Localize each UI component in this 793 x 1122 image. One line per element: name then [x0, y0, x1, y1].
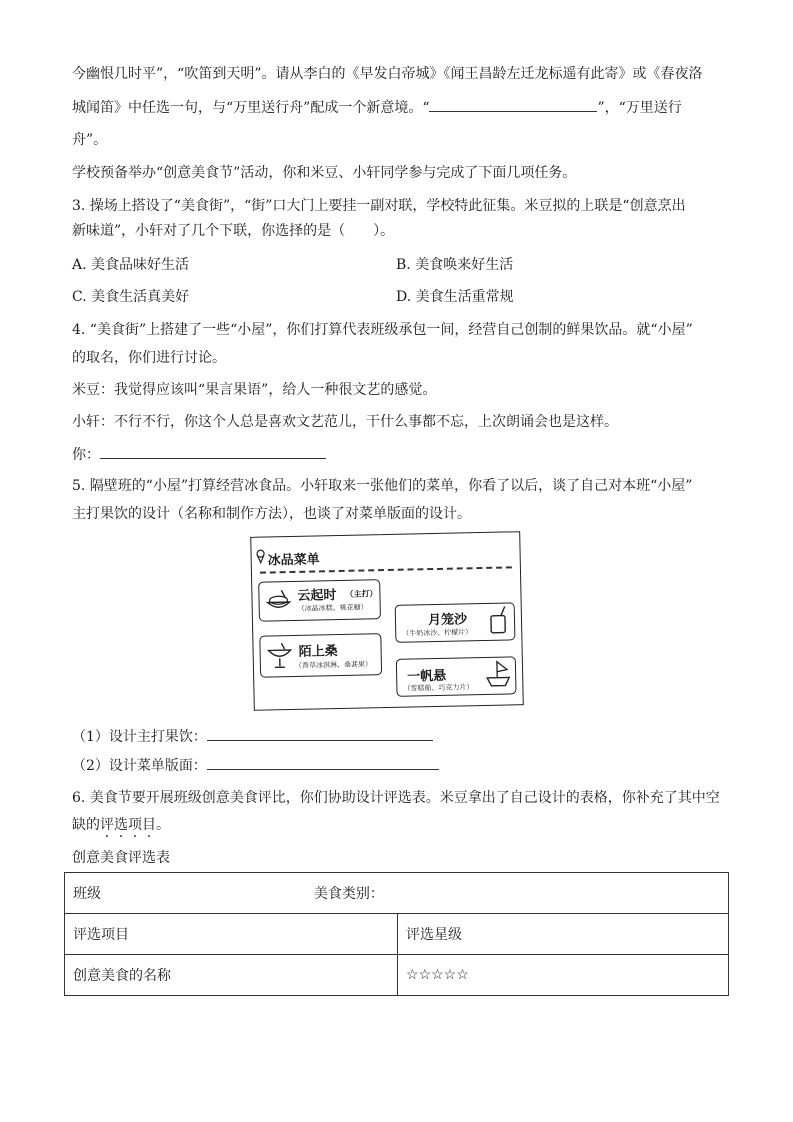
section-intro: 学校预备举办“创意美食节”活动，你和米豆、小轩同学参与完成了下面几项任务。 — [72, 165, 577, 181]
table-row — [65, 955, 729, 996]
menu-item-desc: （雪糕船、巧克力片） — [403, 683, 474, 693]
answer-blank-dialogue[interactable] — [100, 444, 326, 459]
emphasis-char: 选 — [114, 817, 128, 833]
option-d[interactable]: D. 美食生活重常规 — [396, 289, 514, 305]
menu-item-name: 陌上桑 — [298, 644, 338, 660]
ice-cream-glass-icon — [266, 642, 293, 671]
question-6-line-2-end: 。 — [156, 817, 170, 833]
menu-item-tag: （主打） — [345, 589, 378, 599]
text-line-1: 今幽恨几时平”，“吹笛到天明”。请从李白的《早发白帝城》《闻王昌龄左迁龙标遥有此寄》或《春夜洛 — [72, 66, 703, 82]
question-3-line-1: 3. 操场上搭设了“美食街”，“街”口大门上要挂一副对联，学校特此征集。米豆拟的上联是“创意烹出 — [72, 198, 686, 214]
header-rating-cell: 评选星级 — [398, 914, 729, 955]
class-category-cell — [65, 873, 729, 914]
answer-blank-drink[interactable] — [207, 726, 433, 741]
question-6-line-2 — [72, 815, 170, 835]
menu-item-desc: （香草冰淇淋、桑葚果） — [294, 660, 372, 670]
dialogue-you-label: 你： — [72, 447, 100, 463]
menu-item-name: 一帆悬 — [407, 668, 447, 685]
header-item-cell: 评选项目 — [65, 914, 398, 955]
table-row — [65, 914, 729, 955]
option-a[interactable]: A. 美食品味好生活 — [72, 257, 190, 273]
menu-item-yunqishi — [258, 579, 381, 622]
text-line-2-start: 城闻笛》中任选一句，与“万里送行舟”配成一个新意境。“ — [72, 100, 430, 116]
question-4-line-2: 的取名，你们进行讨论。 — [72, 350, 226, 366]
menu-item-desc: （牛奶冰沙、柠檬片） — [402, 628, 473, 638]
menu-item-yifanxuan — [396, 656, 517, 697]
ice-menu-image — [250, 531, 524, 711]
question-6-line-1: 6. 美食节要开展班级创意美食评比，你们协助设计评选表。米豆拿出了自己设计的表格，你补充了其中空 — [72, 790, 720, 806]
menu-title: 冰品菜单 — [267, 552, 320, 569]
question-4-line-1: 4. “美食街”上搭建了一些“小屋”，你们打算代表班级承包一间，经营自己创制的鲜果饮品。就“小屋” — [72, 322, 693, 338]
menu-item-yuelongsha — [395, 602, 516, 643]
answer-blank-poem[interactable] — [429, 97, 597, 112]
question-5-part-1 — [72, 726, 433, 747]
menu-item-name: 月笼沙 — [427, 612, 468, 629]
item-name-cell: 创意美食的名称 — [65, 955, 398, 996]
question-3-line-2: 新味道”，小轩对了几个下联，你选择的是（ ）。 — [72, 223, 395, 239]
question-5-part-2 — [72, 755, 439, 776]
evaluation-table — [64, 872, 729, 996]
category-label: 美食类别： — [313, 886, 384, 902]
text-line-3: 舟”。 — [72, 132, 108, 148]
question-6-line-2-start: 缺的 — [72, 817, 100, 833]
text-line-2-end: ”，“万里送行 — [597, 100, 682, 116]
star-rating-cell[interactable]: ☆☆☆☆☆ — [398, 955, 729, 996]
cup-icon — [488, 605, 511, 635]
option-b[interactable]: B. 美食唤来好生活 — [396, 257, 514, 273]
question-5-part-1-label: （1）设计主打果饮： — [72, 729, 207, 745]
bowl-icon — [265, 588, 292, 615]
dialogue-midou: 米豆：我觉得应该叫“果言果语”，给人一种很文艺的感觉。 — [72, 382, 437, 398]
ice-cream-cone-icon — [255, 550, 265, 567]
emphasis-char: 评 — [100, 817, 114, 833]
table-row — [65, 873, 729, 914]
emphasis-char: 项 — [128, 817, 142, 833]
question-5-part-2-label: （2）设计菜单版面： — [72, 758, 207, 774]
dialogue-xiaoxuan: 小轩：不行不行，你这个人总是喜欢文艺范儿，干什么事都不忘，上次朗诵会也是这样。 — [72, 414, 618, 430]
sailboat-icon — [485, 659, 512, 690]
menu-item-desc: （冰晶冰糕、桃花糖） — [297, 603, 368, 613]
emphasis-char: 目 — [142, 817, 156, 833]
dialogue-you — [72, 444, 326, 465]
option-c[interactable]: C. 美食生活真美好 — [72, 289, 190, 305]
answer-blank-layout[interactable] — [207, 755, 439, 770]
menu-item-moshangsang — [259, 633, 382, 678]
class-label: 班级 — [73, 886, 101, 902]
question-5-line-1: 5. 隔壁班的“小屋”打算经营冰食品。小轩取来一张他们的菜单，你看了以后，谈了自己对本班“小屋” — [72, 478, 693, 494]
text-line-2 — [72, 97, 682, 118]
table-title: 创意美食评选表 — [72, 850, 170, 866]
menu-item-name: 云起时 — [297, 588, 337, 604]
question-5-line-2: 主打果饮的设计（名称和制作方法），也谈了对菜单版面的设计。 — [72, 506, 471, 522]
